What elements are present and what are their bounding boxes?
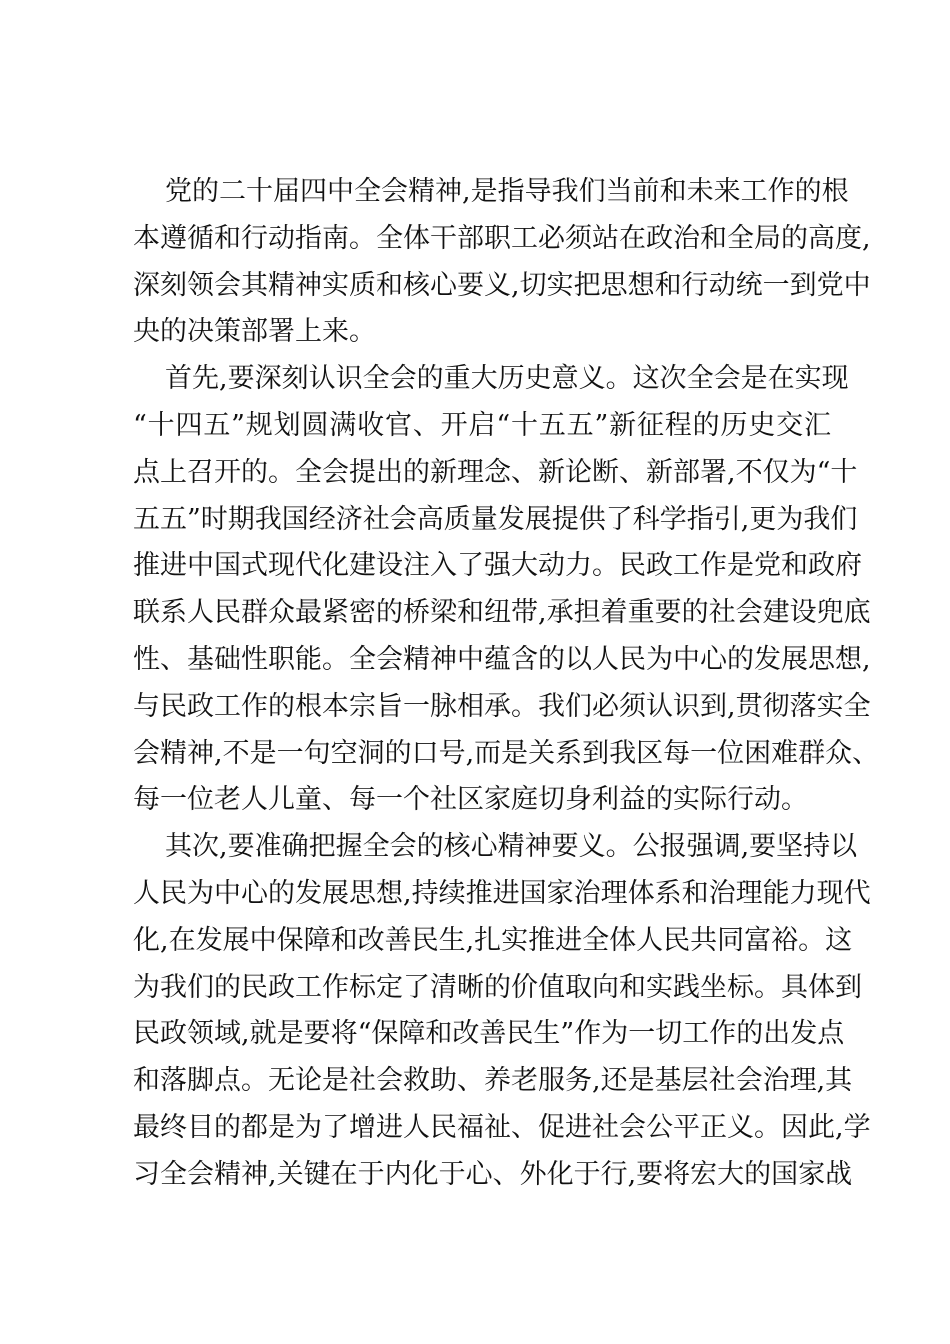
paragraph-line: 和落脚点。无论是社会救助、养老服务,还是基层社会治理,其 [133,1065,853,1097]
paragraph-line: 推进中国式现代化建设注入了强大动力。民政工作是党和政府 [133,550,862,582]
paragraph-line: 央的决策部署上来。 [133,316,376,348]
paragraph-line: 其次,要准确把握全会的核心精神要义。公报强调,要坚持以 [165,831,858,863]
paragraph-line: 性、基础性职能。全会精神中蕴含的以人民为中心的发展思想, [133,643,871,675]
paragraph-line: 本遵循和行动指南。全体干部职工必须站在政治和全局的高度, [133,222,871,254]
paragraph-line: 每一位老人儿童、每一个社区家庭切身利益的实际行动。 [133,784,808,816]
paragraph-line: 党的二十届四中全会精神,是指导我们当前和未来工作的根 [165,176,849,207]
paragraph-line: 首先,要深刻认识全会的重大历史意义。这次全会是在实现 [165,363,849,395]
paragraph-line: 会精神,不是一句空洞的口号,而是关系到我区每一位困难群众、 [133,737,880,769]
paragraph-line: 联系人民群众最紧密的桥梁和纽带,承担着重要的社会建设兜底 [133,597,871,629]
paragraph-line: “十四五”规划圆满收官、开启“十五五”新征程的历史交汇 [133,409,831,441]
paragraph-line: 人民为中心的发展思想,持续推进国家治理体系和治理能力现代 [133,877,871,909]
paragraph-line: 为我们的民政工作标定了清晰的价值取向和实践坐标。具体到 [133,971,862,1003]
paragraph-line: 习全会精神,关键在于内化于心、外化于行,要将宏大的国家战 [133,1158,853,1190]
paragraph-line: 民政领域,就是要将“保障和改善民生”作为一切工作的出发点 [133,1018,845,1050]
paragraph-line: 深刻领会其精神实质和核心要义,切实把思想和行动统一到党中 [133,269,871,301]
paragraph-line: 最终目的都是为了增进人民福祉、促进社会公平正义。因此,学 [133,1111,871,1143]
paragraph-line: 五五”时期我国经济社会高质量发展提供了科学指引,更为我们 [133,503,858,535]
paragraph-line: 化,在发展中保障和改善民生,扎实推进全体人民共同富裕。这 [133,924,853,956]
paragraph-line: 点上召开的。全会提出的新理念、新论断、新部署,不仅为“十 [133,456,858,488]
paragraph-line: 与民政工作的根本宗旨一脉相承。我们必须认识到,贯彻落实全 [133,690,871,722]
document-body [133,174,880,1204]
